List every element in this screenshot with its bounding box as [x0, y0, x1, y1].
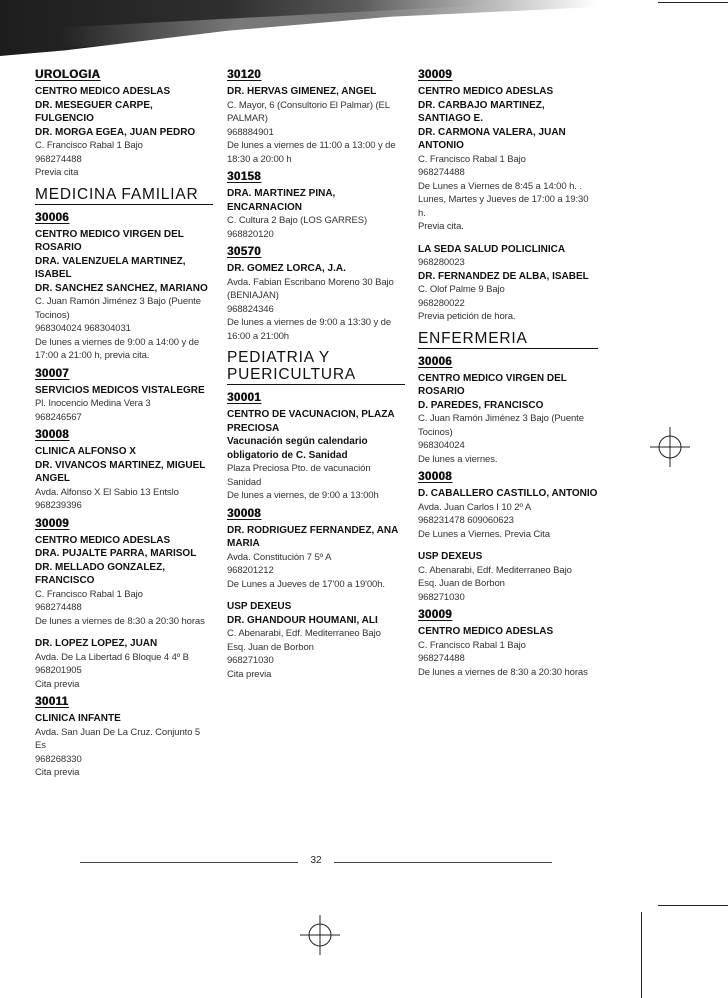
- provider-entry: [35, 384, 213, 425]
- area-code-heading: 30008: [35, 429, 69, 441]
- provider-entry: [35, 85, 213, 180]
- provider-entry: [418, 550, 598, 604]
- provider-detail: De lunes a viernes de 11:00 a 13:00 y de 18:30 a 20:00 h: [227, 140, 396, 165]
- provider-detail: C. Juan Ramón Jiménez 3 Bajo (Puente Tocinos): [35, 296, 201, 321]
- provider-detail: 968239396: [35, 500, 82, 511]
- provider-detail: De lunes a viernes de 8:30 a 20:30 horas: [35, 615, 205, 627]
- provider-name: CLINICA ALFONSO X: [35, 446, 136, 457]
- provider-name: CENTRO MEDICO ADESLAS: [35, 534, 171, 546]
- provider-name: DRA. MARTINEZ PINA, ENCARNACION: [227, 188, 336, 213]
- provider-entry: [35, 534, 213, 629]
- provider-detail: 968274488: [35, 153, 82, 165]
- provider-name: DR. LOPEZ LOPEZ, JUAN: [35, 638, 158, 649]
- provider-name: CENTRO MEDICO VIRGEN DEL ROSARIO: [35, 228, 184, 253]
- provider-name: CENTRO MEDICO VIRGEN DEL ROSARIO: [418, 372, 567, 397]
- provider-name: USP DEXEUS: [227, 601, 292, 612]
- provider-detail: 968201212: [227, 565, 274, 576]
- provider-detail: Previa cita.: [418, 221, 464, 232]
- area-code-heading: UROLOGIA: [35, 69, 101, 81]
- area-code-heading: 30009: [418, 609, 452, 621]
- provider-detail: Avda. Juan Carlos I 10 2º A: [418, 501, 532, 513]
- provider-name: LA SEDA SALUD POLICLINICA: [418, 243, 566, 255]
- provider-name: DR. CARBAJO MARTINEZ, SANTIAGO E.: [418, 99, 545, 124]
- provider-detail: 968246567: [35, 411, 82, 423]
- provider-name: CLINICA INFANTE: [35, 713, 121, 724]
- crop-mark-bottom-right-h: [658, 905, 728, 906]
- provider-entry: [35, 445, 213, 513]
- provider-detail: Cita previa: [35, 678, 80, 690]
- provider-entry: [418, 487, 598, 541]
- provider-detail: 968280022: [418, 297, 465, 309]
- provider-name: CENTRO DE VACUNACION, PLAZA PRECIOSA: [227, 409, 395, 434]
- provider-name: DR. RODRIGUEZ FERNANDEZ, ANA MARIA: [227, 524, 398, 549]
- provider-detail: 968280023: [418, 257, 465, 268]
- provider-detail: Avda. Fabian Escribano Moreno 30 Bajo (BENIAJAN): [227, 276, 394, 301]
- provider-entry: [227, 262, 405, 343]
- provider-detail: 968268330: [35, 753, 82, 765]
- provider-name: SERVICIOS MEDICOS VISTALEGRE: [35, 384, 205, 396]
- provider-detail: Avda. De La Libertad 6 Bloque 4 4º B: [35, 651, 189, 663]
- provider-detail: 968274488: [35, 602, 82, 613]
- provider-detail: 968274488: [418, 167, 465, 178]
- provider-detail: Cita previa: [227, 668, 272, 680]
- area-code-heading: 30008: [227, 507, 261, 520]
- area-code-heading: 30006: [418, 355, 452, 368]
- provider-detail: C. Francisco Rabal 1 Bajo: [418, 153, 526, 165]
- provider-detail: C. Juan Ramón Jiménez 3 Bajo (Puente Tocinos): [418, 413, 584, 438]
- area-code-heading: 30158: [227, 171, 261, 183]
- registration-mark-bottom: [300, 915, 340, 955]
- provider-name: DR. FERNANDEZ DE ALBA, ISABEL: [418, 270, 589, 282]
- provider-entry: [418, 85, 598, 234]
- provider-detail: De lunes a viernes de 9:00 a 13:30 y de 16:00 a 21:00h: [227, 317, 392, 342]
- area-code-heading: 30120: [227, 69, 261, 81]
- provider-detail: Avda. Constitución 7 5º A: [227, 551, 332, 563]
- provider-detail: 968820120: [227, 228, 274, 240]
- provider-detail: C. Mayor, 6 (Consultorio El Palmar) (EL PALMAR): [227, 99, 390, 124]
- provider-entry: [35, 712, 213, 780]
- provider-entry: [227, 524, 405, 592]
- area-code-heading: 30006: [35, 211, 69, 224]
- provider-name: CENTRO MEDICO ADESLAS: [35, 86, 171, 97]
- footer-rule-left: [80, 862, 298, 863]
- provider-name: Vacunación según calendario obligatorio de C. Sanidad: [227, 436, 368, 461]
- provider-name: DR. GOMEZ LORCA, J.A.: [227, 263, 346, 274]
- provider-detail: Avda. Alfonso X El Sabio 13 Entslo: [35, 486, 179, 498]
- registration-mark-right: [650, 427, 690, 467]
- provider-detail: C. Francisco Rabal 1 Bajo: [35, 588, 143, 600]
- provider-name: CENTRO MEDICO ADESLAS: [418, 86, 554, 97]
- provider-entry: [227, 187, 405, 241]
- provider-detail: De Lunes a Viernes de 8:45 a 14:00 h. . Lunes, Martes y Jueves de 17:00 a 19:30 h.: [418, 180, 589, 219]
- provider-entry: [35, 637, 213, 691]
- provider-detail: 968201905: [35, 665, 82, 676]
- provider-name: DRA. VALENZUELA MARTINEZ, ISABEL: [35, 255, 186, 280]
- provider-detail: C. Olof Palme 9 Bajo: [418, 284, 505, 295]
- area-code-heading: 30008: [418, 471, 452, 483]
- provider-detail: Avda. San Juan De La Cruz. Conjunto 5 Es: [35, 726, 201, 751]
- provider-detail: C. Abenarabi, Edf. Mediterraneo Bajo: [418, 564, 572, 576]
- provider-detail: Cita previa: [35, 767, 80, 778]
- provider-name: D. PAREDES, FRANCISCO: [418, 399, 544, 411]
- provider-entry: [227, 600, 405, 681]
- provider-detail: De Lunes a Jueves de 17'00 a 19'00h.: [227, 578, 385, 590]
- provider-detail: Pl. Inocencio Medina Vera 3: [35, 398, 151, 409]
- area-code-heading: 30007: [35, 367, 69, 380]
- provider-detail: 968231478 609060623: [418, 515, 514, 526]
- footer-rule-right: [334, 862, 552, 863]
- provider-detail: 968304024 968304031: [35, 323, 131, 334]
- crop-mark-bottom-right-v: [641, 912, 642, 998]
- area-code-heading: 30011: [35, 696, 69, 708]
- provider-name: DR. CARMONA VALERA, JUAN ANTONIO: [418, 126, 566, 151]
- provider-detail: 968884901: [227, 126, 274, 138]
- provider-name: DR. MELLADO GONZALEZ, FRANCISCO: [35, 561, 165, 586]
- area-code-heading: 30009: [35, 517, 69, 530]
- provider-name: DR. SANCHEZ SANCHEZ, MARIANO: [35, 282, 208, 294]
- provider-name: DR. MESEGUER CARPE, FULGENCIO: [35, 99, 153, 124]
- page-number: 32: [310, 855, 322, 866]
- crop-mark-top-right: [658, 2, 728, 3]
- area-code-heading: 30009: [418, 69, 452, 81]
- provider-name: DR. HERVAS GIMENEZ, ANGEL: [227, 86, 377, 97]
- provider-detail: 968271030: [227, 655, 274, 666]
- area-code-heading: 30570: [227, 246, 261, 258]
- provider-detail: 968824346: [227, 303, 274, 315]
- area-code-heading: 30001: [227, 392, 261, 404]
- provider-entry: [227, 408, 405, 503]
- provider-entry: [418, 243, 598, 324]
- provider-detail: De lunes a viernes.: [418, 453, 498, 465]
- column-3: [418, 64, 598, 682]
- provider-detail: De lunes a viernes de 8:30 a 20:30 horas: [418, 666, 588, 678]
- provider-entry: [418, 372, 598, 467]
- provider-detail: 968271030: [418, 591, 465, 603]
- provider-name: DRA. PUJALTE PARRA, MARISOL: [35, 548, 197, 559]
- provider-detail: De lunes a viernes, de 9:00 a 13:00h: [227, 490, 379, 501]
- provider-detail: C. Abenarabi, Edf. Mediterraneo Bajo: [227, 628, 381, 639]
- provider-entry: [418, 625, 598, 679]
- section-heading: ENFERMERIA: [418, 330, 598, 349]
- provider-detail: C. Cultura 2 Bajo (LOS GARRES): [227, 215, 368, 226]
- provider-detail: Esq. Juan de Borbon: [418, 578, 505, 589]
- provider-entry: [227, 85, 405, 166]
- section-heading: PEDIATRIA Y PUERICULTURA: [227, 349, 405, 385]
- provider-name: DR. VIVANCOS MARTINEZ, MIGUEL ANGEL: [35, 459, 206, 484]
- provider-detail: Previa petición de hora.: [418, 311, 516, 322]
- column-2: [227, 64, 405, 684]
- provider-detail: De lunes a viernes de 9:00 a 14:00 y de 17:00 a 21:00 h, previa cita.: [35, 336, 200, 361]
- provider-detail: C. Francisco Rabal 1 Bajo: [418, 639, 526, 651]
- column-1: [35, 64, 213, 783]
- provider-name: CENTRO MEDICO ADESLAS: [418, 626, 554, 637]
- provider-detail: Previa cita: [35, 167, 79, 178]
- provider-name: USP DEXEUS: [418, 551, 483, 562]
- provider-name: D. CABALLERO CASTILLO, ANTONIO: [418, 488, 598, 499]
- provider-name: DR. GHANDOUR HOUMANI, ALI: [227, 614, 378, 626]
- provider-detail: 968274488: [418, 653, 465, 664]
- provider-detail: Plaza Preciosa Pto. de vacunación Sanidad: [227, 463, 371, 488]
- provider-entry: [35, 228, 213, 363]
- section-heading: MEDICINA FAMILIAR: [35, 186, 213, 205]
- provider-detail: Esq. Juan de Borbon: [227, 641, 314, 653]
- provider-detail: C. Francisco Rabal 1 Bajo: [35, 140, 143, 151]
- provider-detail: 968304024: [418, 440, 465, 451]
- provider-name: DR. MORGA EGEA, JUAN PEDRO: [35, 126, 196, 138]
- provider-detail: De Lunes a Viernes. Previa Cita: [418, 528, 550, 540]
